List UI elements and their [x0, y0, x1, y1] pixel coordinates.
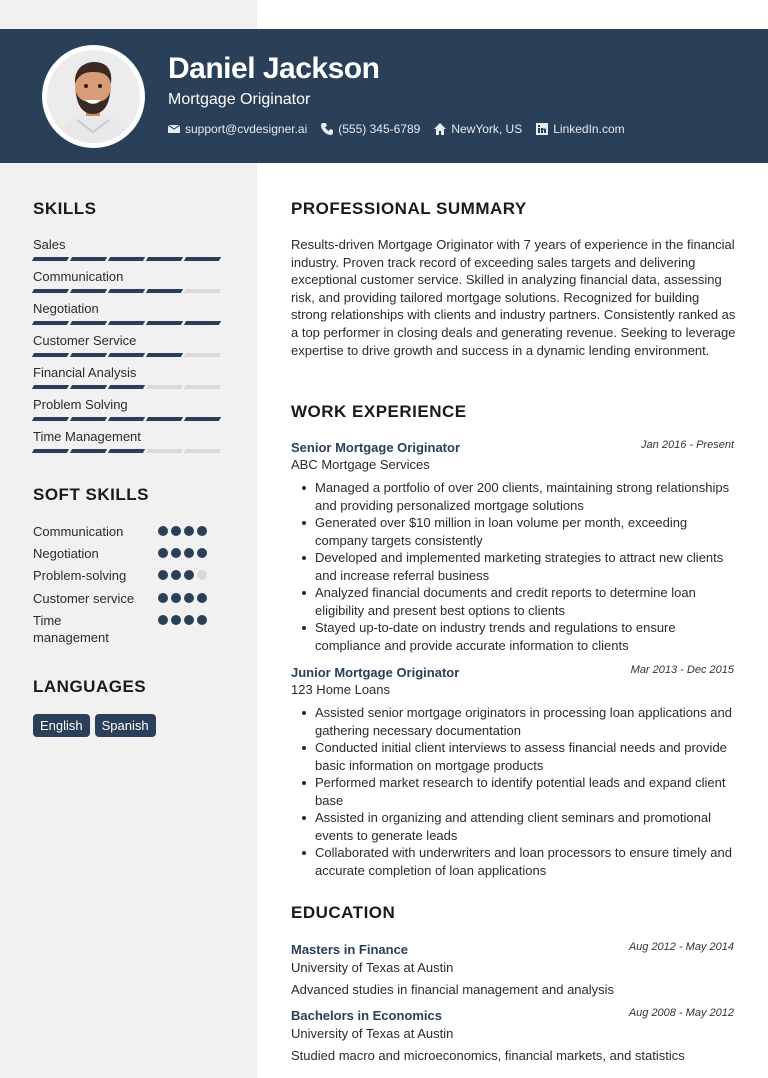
candidate-name: Daniel Jackson	[168, 52, 380, 85]
skill-name: Sales	[33, 237, 66, 252]
avatar	[42, 45, 145, 148]
skills-heading: SKILLS	[33, 199, 97, 218]
list-item: Performed market research to identify potential leads and expand client base	[315, 774, 736, 809]
skill-level-segment	[32, 257, 69, 261]
skill-level-segment	[70, 321, 107, 325]
rating-dot	[171, 615, 181, 625]
soft-skill-name: Customer service	[33, 591, 135, 606]
skill-level-segment	[184, 449, 221, 453]
job-date: Mar 2013 - Dec 2015	[630, 664, 734, 676]
job-company: ABC Mortgage Services	[291, 457, 430, 472]
soft-skills-heading: SOFT SKILLS	[33, 485, 149, 504]
skill-level-segment	[108, 385, 145, 389]
rating-dot	[184, 570, 194, 580]
rating-dot	[171, 593, 181, 603]
skill-level-segment	[32, 385, 69, 389]
home-icon	[434, 123, 446, 135]
skill-level-segment	[70, 417, 107, 421]
rating-dot	[184, 593, 194, 603]
education-school: University of Texas at Austin	[291, 1026, 454, 1041]
rating-dot	[171, 570, 181, 580]
languages-heading: LANGUAGES	[33, 677, 147, 696]
job-bullets	[315, 704, 736, 879]
candidate-title: Mortgage Originator	[168, 91, 311, 108]
rating-dot	[184, 548, 194, 558]
skill-level-segment	[146, 449, 183, 453]
education-description: Studied macro and microeconomics, financial markets, and statistics	[291, 1048, 685, 1063]
education-heading: EDUCATION	[291, 903, 396, 922]
skill-level-segment	[184, 353, 221, 357]
skill-name: Time Management	[33, 429, 141, 444]
skill-level-bar	[33, 385, 223, 389]
soft-skill-rating	[158, 570, 207, 580]
contact-phone[interactable]	[321, 122, 420, 136]
skill-level-bar	[33, 353, 223, 357]
rating-dot	[158, 615, 168, 625]
skill-name: Problem Solving	[33, 397, 128, 412]
skill-name: Negotiation	[33, 301, 99, 316]
skill-level-segment	[108, 449, 145, 453]
rating-dot	[197, 526, 207, 536]
skill-level-segment	[32, 321, 69, 325]
skill-level-segment	[146, 385, 183, 389]
skill-level-segment	[32, 289, 69, 293]
list-item: Generated over $10 million in loan volume per month, exceeding company targets consistently	[315, 514, 736, 549]
skill-level-bar	[33, 321, 223, 325]
language-badge: English	[33, 714, 90, 737]
soft-skill-name: Communication	[33, 524, 124, 539]
contact-bar	[168, 122, 625, 136]
skill-level-segment	[108, 289, 145, 293]
soft-skill-rating	[158, 526, 207, 536]
job-bullets	[315, 479, 736, 654]
skill-level-segment	[184, 417, 221, 421]
rating-dot	[158, 593, 168, 603]
soft-skill-name: Time management	[33, 613, 109, 645]
skill-level-segment	[146, 353, 183, 357]
rating-dot	[197, 570, 207, 580]
languages-list	[33, 714, 156, 737]
list-item: Developed and implemented marketing strategies to attract new clients and increase referral business	[315, 549, 736, 584]
rating-dot	[197, 593, 207, 603]
rating-dot	[158, 526, 168, 536]
skill-level-bar	[33, 257, 223, 261]
skill-level-segment	[70, 449, 107, 453]
rating-dot	[197, 615, 207, 625]
skill-level-segment	[70, 353, 107, 357]
skill-level-segment	[184, 289, 221, 293]
summary-heading: PROFESSIONAL SUMMARY	[291, 199, 527, 218]
education-description: Advanced studies in financial management and analysis	[291, 982, 615, 997]
list-item: Managed a portfolio of over 200 clients, maintaining strong relationships and providing personalized mortgage solutions	[315, 479, 736, 514]
list-item: Assisted senior mortgage originators in processing loan applications and gathering necessary documentation	[315, 704, 736, 739]
skill-level-segment	[70, 257, 107, 261]
soft-skill-rating	[158, 548, 207, 558]
list-item: Assisted in organizing and attending client seminars and promotional events to generate leads	[315, 809, 736, 844]
soft-skill-name: Problem-solving	[33, 568, 127, 583]
skill-level-segment	[184, 321, 221, 325]
contact-email[interactable]	[168, 122, 307, 136]
skill-level-segment	[108, 321, 145, 325]
skill-level-segment	[184, 257, 221, 261]
phone-icon	[321, 123, 333, 135]
soft-skill-rating	[158, 615, 207, 625]
skill-item	[33, 269, 223, 293]
list-item: Analyzed financial documents and credit reports to determine loan eligibility and present best options to clients	[315, 584, 736, 619]
summary-text: Results-driven Mortgage Originator with 7 years of experience in the financial industry. Proven track record of exceeding sales targets and delivering exceptional customer service. Skilled in analyzing financial data, assessing risk, and providing tailored mortgage solutions. Recognized for building strong relationships with clients and industry partners. Consistently ranked as a top performer in closing deals and generating revenue. Seeking to leverage expertise to drive growth and success in a dynamic lending environment.	[291, 237, 736, 358]
list-item: Conducted initial client interviews to assess financial needs and provide basic information on mortgage products	[315, 739, 736, 774]
skill-level-segment	[108, 353, 145, 357]
job-date: Jan 2016 - Present	[641, 439, 734, 451]
skill-name: Communication	[33, 269, 124, 284]
skill-level-segment	[146, 321, 183, 325]
education-date: Aug 2012 - May 2014	[628, 941, 734, 953]
job-role: Senior Mortgage Originator	[291, 440, 461, 455]
skill-level-segment	[146, 417, 183, 421]
skill-level-segment	[146, 257, 183, 261]
contact-location-text: NewYork, US	[451, 122, 523, 136]
list-item: Stayed up-to-date on industry trends and regulations to ensure compliance and provide accurate information to clients	[315, 619, 736, 654]
skill-level-bar	[33, 289, 223, 293]
rating-dot	[158, 548, 168, 558]
rating-dot	[171, 526, 181, 536]
rating-dot	[184, 526, 194, 536]
skill-level-segment	[70, 289, 107, 293]
contact-location	[434, 122, 522, 136]
email-icon	[168, 123, 180, 135]
skill-name: Financial Analysis	[33, 365, 137, 380]
skill-name: Customer Service	[33, 333, 137, 348]
skill-level-segment	[146, 289, 183, 293]
soft-skill-rating	[158, 593, 207, 603]
skill-level-segment	[32, 449, 69, 453]
education-school: University of Texas at Austin	[291, 960, 454, 975]
skill-level-bar	[33, 449, 223, 453]
skill-item	[33, 365, 223, 389]
profile-photo	[47, 50, 140, 143]
skill-item	[33, 333, 223, 357]
skill-item	[33, 301, 223, 325]
skill-level-segment	[184, 385, 221, 389]
contact-email-text: support@cvdesigner.ai	[185, 122, 308, 136]
job-company: 123 Home Loans	[291, 682, 391, 697]
degree-title: Bachelors in Economics	[291, 1008, 442, 1023]
skill-item	[33, 237, 223, 261]
skill-level-segment	[108, 417, 145, 421]
skill-item	[33, 397, 223, 421]
contact-linkedin[interactable]	[536, 122, 624, 136]
linkedin-icon	[536, 123, 548, 135]
soft-skill-name: Negotiation	[33, 546, 99, 561]
skill-level-segment	[32, 417, 69, 421]
contact-linkedin-text: LinkedIn.com	[553, 122, 625, 136]
skill-level-bar	[33, 417, 223, 421]
degree-title: Masters in Finance	[291, 942, 409, 957]
experience-heading: WORK EXPERIENCE	[291, 402, 467, 421]
job-role: Junior Mortgage Originator	[291, 665, 460, 680]
contact-phone-text: (555) 345-6789	[338, 122, 421, 136]
language-badge: Spanish	[95, 714, 156, 737]
skill-level-segment	[108, 257, 145, 261]
education-date: Aug 2008 - May 2012	[628, 1007, 734, 1019]
rating-dot	[158, 570, 168, 580]
skill-level-segment	[32, 353, 69, 357]
skill-item	[33, 429, 223, 453]
rating-dot	[171, 548, 181, 558]
rating-dot	[184, 615, 194, 625]
list-item: Collaborated with underwriters and loan processors to ensure timely and accurate completion of loan applications	[315, 844, 736, 879]
rating-dot	[197, 548, 207, 558]
skill-level-segment	[70, 385, 107, 389]
